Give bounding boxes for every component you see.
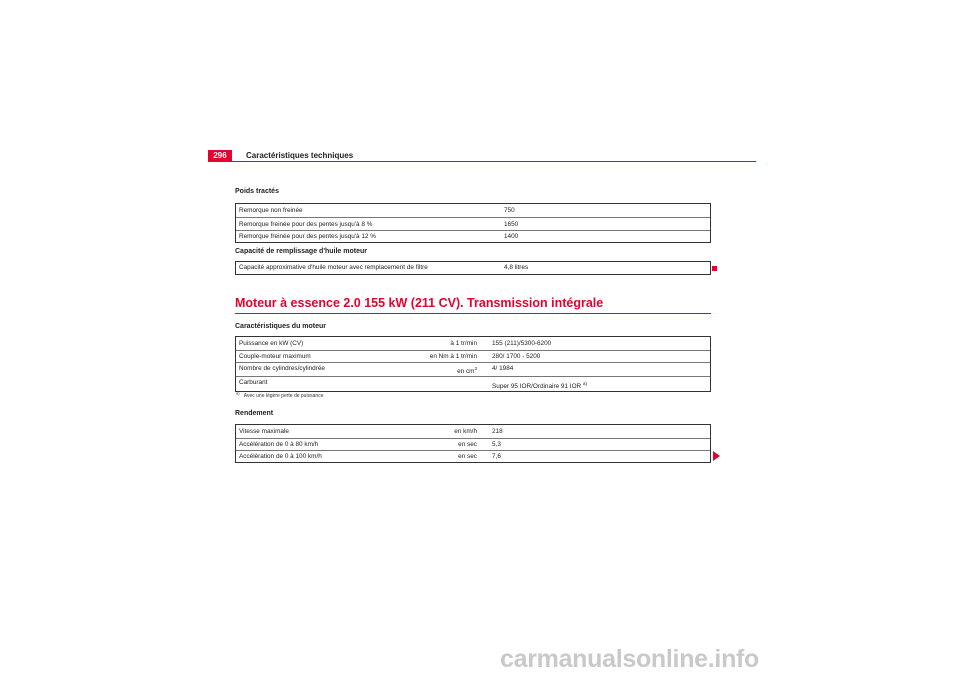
row-label: Remorque non freinée [239, 207, 303, 214]
row-unit: en Nm à 1 tr/min [429, 353, 477, 360]
row-value: 280/ 1700 - 5200 [492, 353, 541, 360]
table-row [236, 438, 710, 450]
poids-tractes-heading: Poids tractés [235, 188, 279, 195]
footnote [236, 390, 324, 399]
row-unit [457, 365, 477, 375]
title-rule [235, 313, 711, 314]
poids-tractes-table [235, 203, 711, 243]
row-label: Capacité approximative d'huile moteur avec remplacement de filtre [239, 264, 428, 271]
unit-superscript: 3 [474, 365, 477, 371]
table-row [236, 230, 710, 242]
row-label: Remorque freinée pour des pentes jusqu'à 12 % [239, 233, 376, 240]
row-value: 4/ 1984 [492, 365, 514, 372]
row-label: Vitesse maximale [239, 428, 289, 435]
row-label: Puissance en kW (CV) [239, 340, 304, 347]
section-end-marker [712, 266, 717, 271]
header-rule [208, 161, 756, 162]
caracteristiques-table [235, 336, 711, 392]
rendement-heading: Rendement [235, 410, 274, 417]
footnote-mark: a) [236, 390, 240, 396]
row-label: Remorque freinée pour des pentes jusqu'à 8 % [239, 221, 373, 228]
huile-heading: Capacité de remplissage d'huile moteur [235, 248, 367, 255]
row-unit: en sec [458, 441, 477, 448]
table-row [236, 337, 710, 350]
row-label: Carburant [239, 379, 268, 386]
huile-table [235, 261, 711, 275]
caracteristiques-heading: Caractéristiques du moteur [235, 323, 327, 330]
table-row [236, 204, 710, 217]
engine-title: Moteur à essence 2.0 155 kW (211 CV). Transmission intégrale [235, 296, 604, 310]
row-value: 1400 [504, 233, 519, 240]
table-row [236, 217, 710, 230]
row-value: 5,3 [492, 441, 501, 448]
table-row [236, 425, 710, 438]
table-row [236, 350, 710, 362]
row-value: 7,6 [492, 453, 501, 460]
running-title: Caractéristiques techniques [246, 151, 354, 160]
row-value: 218 [492, 428, 503, 435]
fuel-text: Super 95 IOR/Ordinaire 91 IOR [492, 383, 582, 390]
row-unit: en km/h [454, 428, 477, 435]
continue-arrow-icon [713, 451, 720, 461]
row-value: 4,8 litres [504, 264, 529, 271]
row-value: 1650 [504, 221, 519, 228]
footnote-text: Avec une légère perte de puissance [243, 393, 324, 399]
watermark: carmanualsonline.info [500, 645, 760, 673]
row-value [492, 380, 587, 390]
table-row [236, 376, 710, 391]
row-value: 155 (211)/5300-6200 [492, 340, 552, 347]
rendement-table [235, 424, 711, 463]
unit-text: en cm [457, 368, 475, 375]
fuel-footnote-ref: a) [582, 380, 587, 386]
table-row [236, 362, 710, 376]
page-number: 296 [208, 150, 232, 162]
row-value: 750 [504, 207, 515, 214]
row-unit: en sec [458, 453, 477, 460]
row-label: Couple-moteur maximum [239, 353, 311, 360]
row-unit: à 1 tr/min [450, 340, 477, 347]
row-label: Accélération de 0 à 100 km/h [239, 453, 322, 460]
table-row [236, 450, 710, 462]
row-label: Nombre de cylindres/cylindrée [239, 365, 325, 372]
row-label: Accélération de 0 à 80 km/h [239, 441, 319, 448]
table-row [236, 262, 710, 274]
